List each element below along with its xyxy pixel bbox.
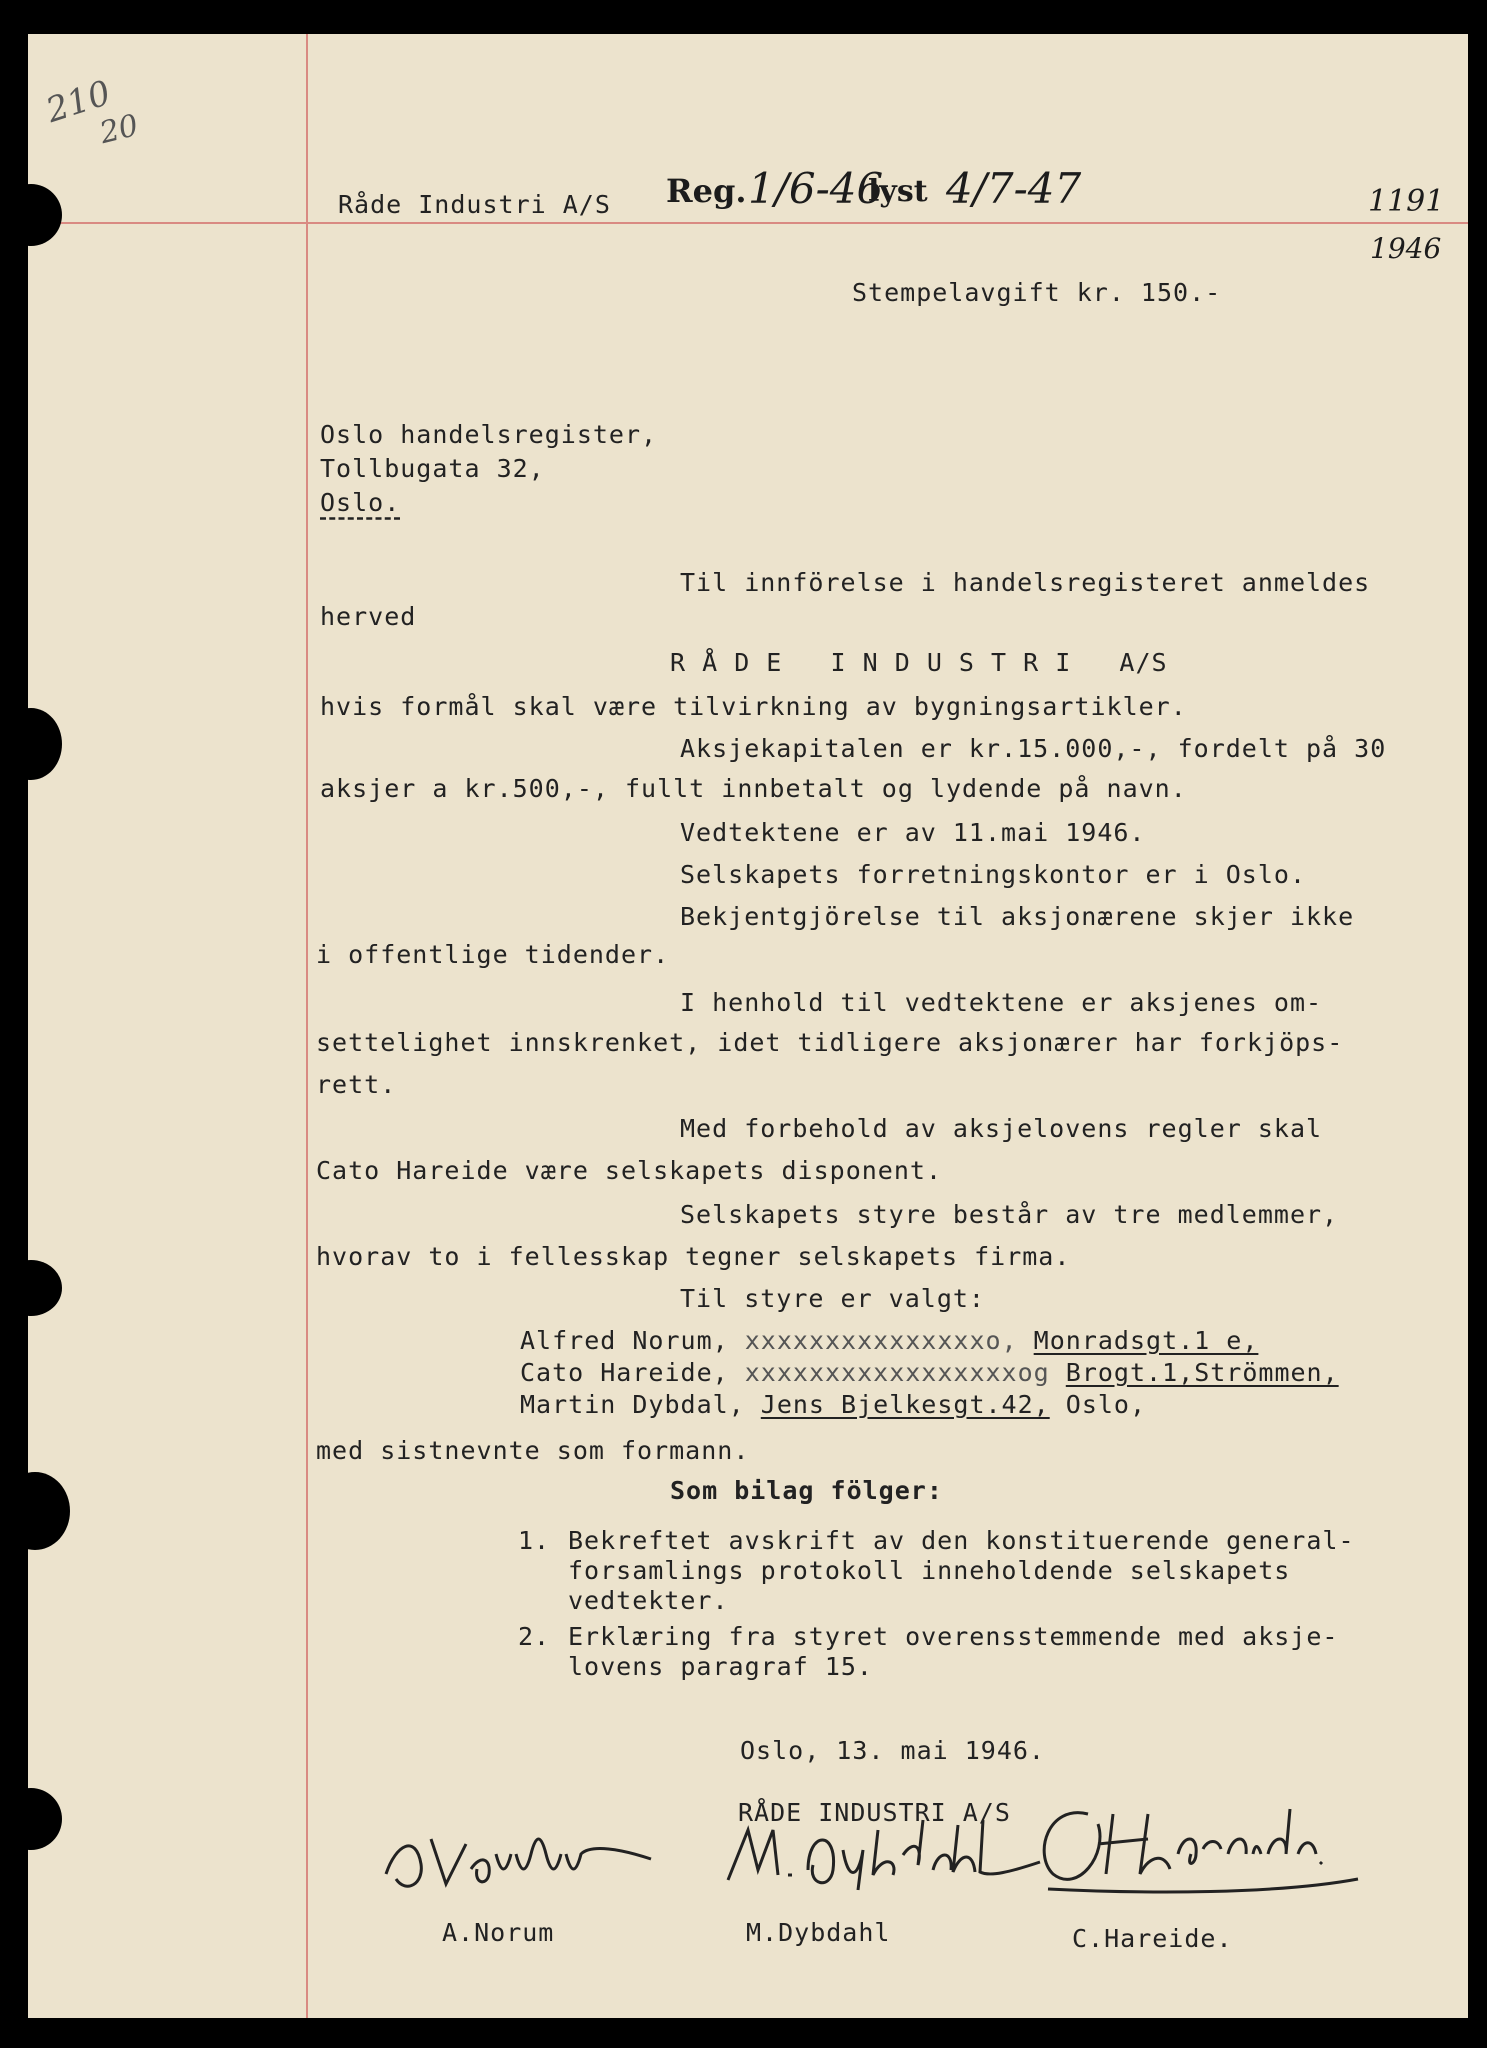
board-member-address: Monradsgt.1 e, [1033,1326,1259,1355]
attachment-line: Erklæring fra styret overensstemmende med aksje- [568,1622,1339,1651]
struck-text: xxxxxxxxxxxxxxxo, [744,1326,1018,1355]
board-member-city: Oslo, [1065,1390,1147,1419]
signature-hareide [1028,1794,1388,1904]
body-line: Selskapets styre består av tre medlemmer, [680,1200,1339,1229]
body-line: Cato Hareide være selskapets disponent. [316,1156,942,1185]
signature-company: RÅDE INDUSTRI A/S [738,1798,1011,1827]
address-line-2: Tollbugata 32, [320,454,545,483]
body-line: Aksjekapitalen er kr.15.000,-, fordelt på 30 [680,734,1387,763]
attachment-line: Bekreftet avskrift av den konstituerende general- [568,1526,1355,1555]
attachment-line: lovens paragraf 15. [568,1652,873,1681]
body-line: Vedtektene er av 11.mai 1946. [680,818,1146,847]
margin-note: 20 [96,107,142,152]
margin-rule [306,34,308,2018]
attachments-title: Som bilag fölger: [670,1476,943,1505]
board-member-name: Cato Hareide, [520,1358,729,1387]
body-line: i offentlige tidender. [316,940,670,969]
attachment-number: 2. [518,1622,551,1651]
margin-note: 210 [41,72,116,132]
reg-label: Reg. [666,172,747,210]
header-company: Råde Industri A/S [338,190,611,219]
body-line: herved [320,602,417,631]
body-line: Til styre er valgt: [680,1284,985,1313]
board-member-name: Martin Dybdal, [520,1390,745,1419]
corner-number: 1191 [1368,184,1445,219]
board-member [520,1390,1146,1419]
attachment-line: forsamlings protokoll inneholdende selskapets [568,1556,1291,1585]
body-line: Til innförelse i handelsregisteret anmeldes [680,568,1371,597]
body-line: rett. [316,1070,397,1099]
signature-norum [376,1824,676,1904]
board-member [520,1358,1339,1387]
attachment-number: 1. [518,1526,551,1555]
signatory-name: A.Norum [442,1918,555,1947]
signature-dybdahl [718,1810,1048,1900]
place-date: Oslo, 13. mai 1946. [740,1736,1045,1765]
punch-hole [28,708,62,780]
body-line: aksjer a kr.500,-, fullt innbetalt og lydende på navn. [320,774,1187,803]
attachment-line: vedtekter. [568,1586,729,1615]
body-line: hvorav to i fellesskap tegner selskapets firma. [316,1242,1071,1271]
punch-hole [28,184,62,246]
struck-text: xxxxxxxxxxxxxxxxxog [744,1358,1050,1387]
board-member-name: Alfred Norum, [520,1326,729,1355]
punch-hole [28,1788,62,1850]
address-line-3: Oslo. [320,488,401,517]
document-sheet [28,34,1468,2018]
body-line: Selskapets forretningskontor er i Oslo. [680,860,1306,889]
board-member [520,1326,1258,1355]
punch-hole [28,1260,62,1316]
corner-year: 1946 [1370,232,1442,265]
board-member-address: Jens Bjelkesgt.42, [760,1390,1050,1419]
lyst-date: 4/7-47 [946,164,1082,213]
lyst-label: lyst [868,174,928,209]
reg-date: 1/6-46 [748,164,884,213]
board-member-address: Brogt.1,Strömmen, [1065,1358,1339,1387]
body-line: hvis formål skal være tilvirkning av bygningsartikler. [320,692,1187,721]
chair-line: med sistnevnte som formann. [316,1436,750,1465]
header-rule [28,222,1468,224]
company-name-spaced: R Å D E I N D U S T R I A/S [670,648,1168,677]
body-line: Bekjentgjörelse til aksjonærene skjer ikke [680,902,1355,931]
body-line: settelighet innskrenket, idet tidligere aksjonærer har forkjöps- [316,1028,1344,1057]
stamp-duty: Stempelavgift kr. 150.- [852,278,1222,307]
signatory-name: M.Dybdahl [746,1918,891,1947]
signatory-name: C.Hareide. [1072,1924,1233,1953]
body-line: Med forbehold av aksjelovens regler skal [680,1114,1323,1143]
body-line: I henhold til vedtektene er aksjenes om- [680,988,1323,1017]
punch-hole [28,1472,70,1550]
address-line-1: Oslo handelsregister, [320,420,658,449]
